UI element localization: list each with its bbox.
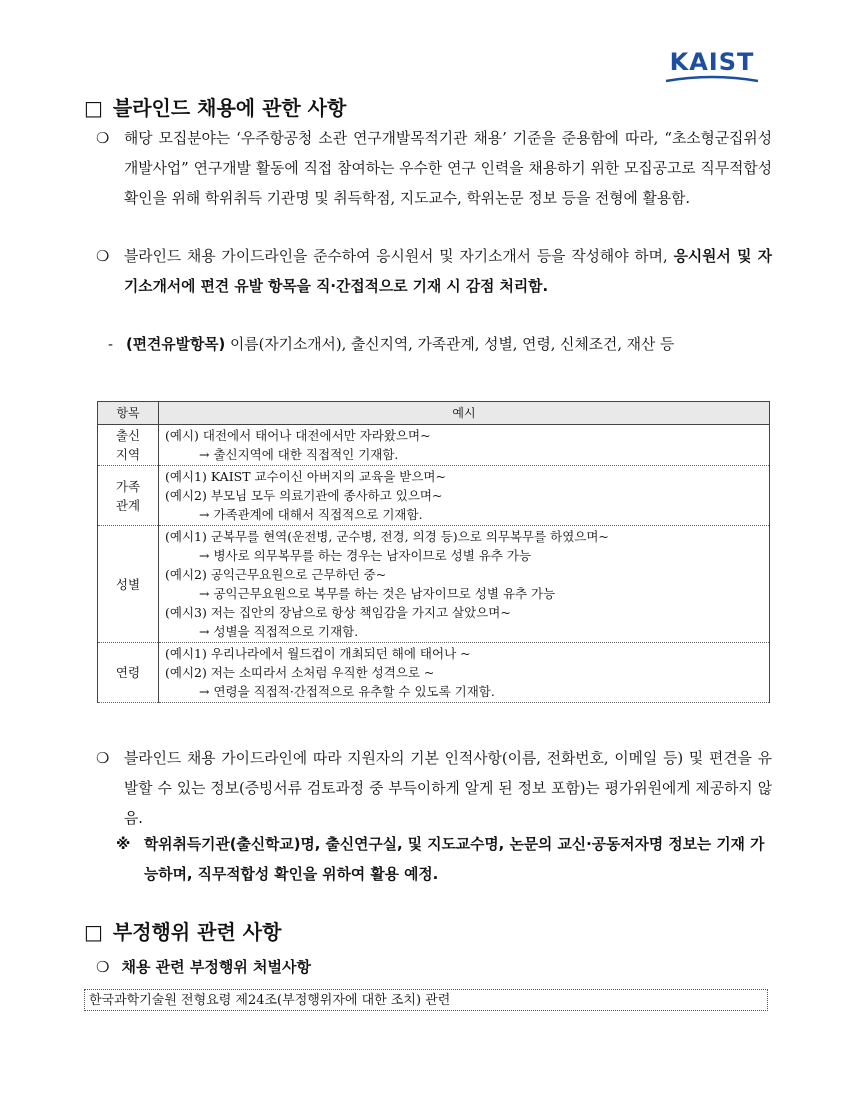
table-header-row	[98, 402, 770, 425]
logo-swoosh-icon	[664, 75, 760, 83]
table-cell-category: 출신 지역	[98, 425, 159, 466]
header-example: 예시	[159, 402, 770, 425]
table-cell-examples	[159, 526, 770, 643]
example-consequence-line: → 병사로 의무복무를 하는 경우는 남자이므로 성별 유추 가능	[199, 548, 532, 563]
table-row	[98, 643, 770, 703]
checkbox-square-icon: □	[84, 920, 103, 944]
bias-items-list: 이름(자기소개서), 출신지역, 가족관계, 성별, 연령, 신체조건, 재산 등	[225, 336, 675, 353]
bias-items-line	[108, 330, 772, 360]
checkbox-square-icon: □	[84, 96, 103, 120]
note-mark: ※	[116, 836, 131, 853]
example-consequence-line: → 출신지역에 대한 직접적인 기재함.	[199, 447, 399, 462]
bullet-circle-icon: ❍	[96, 248, 110, 265]
subheading-text: 채용 관련 부정행위 처벌사항	[121, 958, 312, 976]
bullet-circle-icon: ❍	[96, 750, 110, 767]
paragraph-plain-text: 블라인드 채용 가이드라인을 준수하여 응시원서 및 자기소개서 등을 작성해야 하며,	[124, 248, 674, 265]
bullet-circle-icon: ❍	[96, 130, 110, 147]
subheading-penalties	[96, 956, 311, 977]
bullet-circle-icon: ❍	[96, 958, 110, 976]
kaist-logo	[664, 50, 760, 84]
section-title-misconduct	[84, 916, 281, 945]
example-line: (예시1) 군복무를 현역(운전병, 군수병, 전경, 의경 등)으로 의무복무를 하였으며~	[165, 529, 609, 544]
paragraph-text: 해당 모집분야는 ‘우주항공청 소관 연구개발목적기관 채용’ 기준을 준용함에 따라, “초소형군집위성개발사업” 연구개발 활동에 직접 참여하는 우수한 연구 인력을 채용하기 위한 모집공고로 직무적합성 확인을 위해 학위취득 기관명 및 취득학점, 지도교수, 학위논문 정보 등을 전형에 활용함.	[124, 130, 772, 207]
table-row	[98, 466, 770, 526]
paragraph-text	[124, 242, 772, 302]
table-cell-examples	[159, 425, 770, 466]
example-line: (예시2) 공익근무요원으로 근무하던 중~	[165, 567, 387, 582]
section-title-text: 부정행위 관련 사항	[112, 920, 282, 944]
paragraph-guideline-compliance	[96, 242, 772, 302]
bias-items-label: (편견유발항목)	[126, 336, 226, 353]
example-line: (예시1) KAIST 교수이신 아버지의 교육을 받으며~	[165, 469, 446, 484]
section-title-blind-hiring	[84, 92, 346, 121]
table-body	[98, 425, 770, 703]
paragraph-bold-text: 응시원서 및 자기소개서에 편견 유발 항목을 직·간접적으로 기재 시 감점 처리함.	[124, 248, 772, 295]
regulation-reference-box	[84, 989, 768, 1011]
example-consequence-line: → 가족관계에 대해서 직접적으로 기재함.	[199, 507, 423, 522]
header-item: 항목	[98, 402, 159, 425]
logo-wordmark: KAIST	[669, 48, 755, 76]
table-cell-examples	[159, 643, 770, 703]
note-allowed-info	[116, 830, 776, 890]
example-consequence-line: → 공익근무요원으로 복무를 하는 것은 남자이므로 성별 유추 가능	[199, 586, 556, 601]
table-cell-category: 가족 관계	[98, 466, 159, 526]
regulation-text: 한국과학기술원 전형요령 제24조(부정행위자에 대한 조치) 관련	[89, 993, 451, 1008]
example-line: (예시2) 부모님 모두 의료기관에 종사하고 있으며~	[165, 488, 443, 503]
table-row	[98, 526, 770, 643]
bias-items-text	[126, 330, 772, 360]
paragraph-recruitment-basis	[96, 124, 772, 214]
table-row	[98, 425, 770, 466]
example-consequence-line: → 성별을 직접적으로 기재함.	[199, 624, 359, 639]
example-consequence-line: → 연령을 직접적·간접적으로 유추할 수 있도록 기재함.	[199, 684, 495, 699]
example-line: (예시) 대전에서 태어나 대전에서만 자라왔으며~	[165, 428, 431, 443]
table-cell-examples	[159, 466, 770, 526]
table-cell-category: 연령	[98, 643, 159, 703]
paragraph-text: 블라인드 채용 가이드라인에 따라 지원자의 기본 인적사항(이름, 전화번호, 이메일 등) 및 편견을 유발할 수 있는 정보(증빙서류 검토과정 중 부득이하게 알게 된 정보 포함)는 평가위원에게 제공하지 않음.	[124, 750, 772, 827]
table-cell-category: 성별	[98, 526, 159, 643]
section-title-text: 블라인드 채용에 관한 사항	[112, 96, 347, 120]
note-text: 학위취득기관(출신학교)명, 출신연구실, 및 지도교수명, 논문의 교신·공동저자명 정보는 기재 가능하며, 직무적합성 확인을 위하여 활용 예정.	[144, 836, 765, 883]
example-line: (예시3) 저는 집안의 장남으로 항상 책임감을 가지고 살았으며~	[165, 605, 511, 620]
bias-examples-table	[97, 401, 770, 703]
example-line: (예시2) 저는 소띠라서 소처럼 우직한 성격으로 ~	[165, 665, 435, 680]
paragraph-info-not-provided	[96, 744, 772, 834]
example-line: (예시1) 우리나라에서 월드컵이 개최되던 해에 태어나 ~	[165, 646, 471, 661]
dash-marker: -	[108, 336, 113, 353]
